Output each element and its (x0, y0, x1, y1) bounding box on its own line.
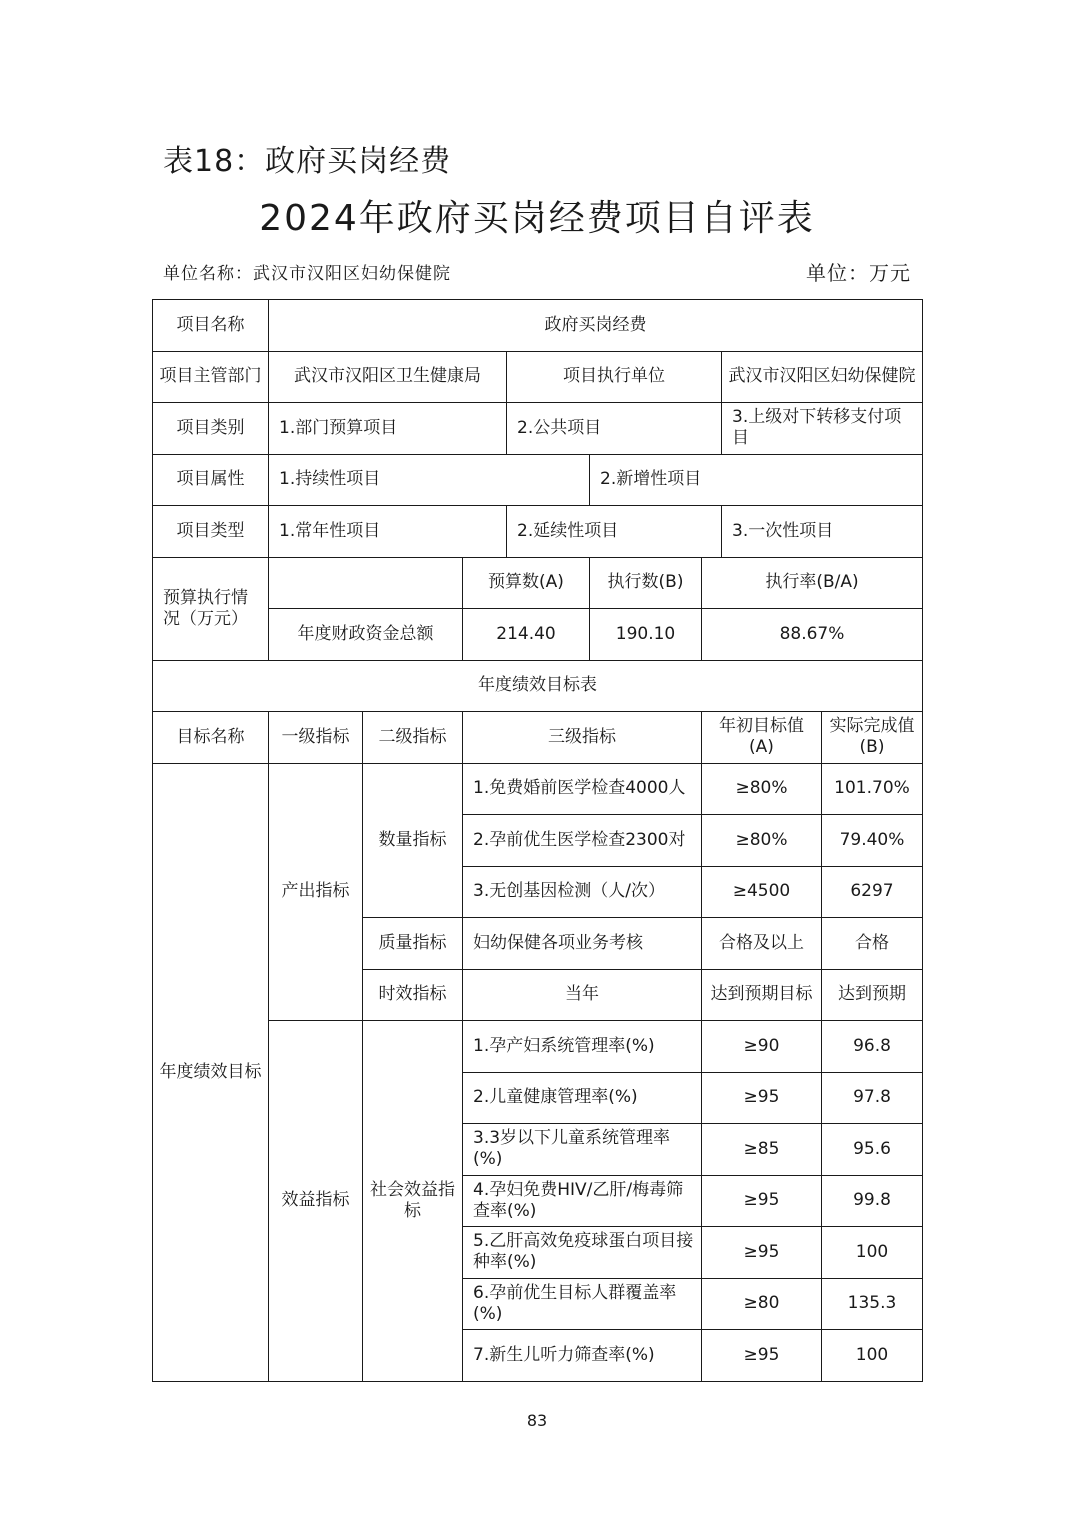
actual-value: 135.3 (822, 1278, 923, 1330)
actual-value: 95.6 (822, 1124, 923, 1176)
social-benefit-indicator: 社会效益指标 (363, 1021, 463, 1382)
dept-value: 武汉市汉阳区卫生健康局 (269, 351, 507, 403)
attribute-label: 项目属性 (153, 454, 269, 506)
indicator-name: 6.孕前优生目标人群覆盖率(%) (463, 1278, 702, 1330)
budget-col-a: 预算数(A) (463, 557, 590, 609)
category-label: 项目类别 (153, 403, 269, 455)
target-value: ≥95 (702, 1330, 822, 1382)
actual-value: 达到预期 (822, 969, 923, 1021)
header-target: 年初目标值(A) (702, 712, 822, 764)
indicator-name: 3.3岁以下儿童系统管理率(%) (463, 1124, 702, 1176)
project-name-label: 项目名称 (153, 300, 269, 352)
quantity-indicator: 数量指标 (363, 763, 463, 918)
benefit-indicator: 效益指标 (269, 1021, 363, 1382)
unit-name: 单位名称：武汉市汉阳区妇幼保健院 (163, 264, 451, 284)
header-level2: 二级指标 (363, 712, 463, 764)
quality-indicator: 质量指标 (363, 918, 463, 970)
actual-value: 96.8 (822, 1021, 923, 1073)
dept-label: 项目主管部门 (153, 351, 269, 403)
indicator-name: 5.乙肝高效免疫球蛋白项目接种率(%) (463, 1227, 702, 1279)
project-name: 政府买岗经费 (269, 300, 923, 352)
header-actual: 实际完成值(B) (822, 712, 923, 764)
target-value: 达到预期目标 (702, 969, 822, 1021)
target-value: ≥90 (702, 1021, 822, 1073)
indicator-name: 1.免费婚前医学检查4000人 (463, 763, 702, 815)
target-value: ≥95 (702, 1072, 822, 1124)
section-title: 表18：政府买岗经费 (163, 144, 452, 179)
budget-b: 190.10 (590, 609, 702, 661)
type-1: 1.常年性项目 (269, 506, 507, 558)
annual-goal: 年度绩效目标 (153, 763, 269, 1381)
actual-value: 101.70% (822, 763, 923, 815)
exec-label: 项目执行单位 (507, 351, 722, 403)
type-3: 3.一次性项目 (722, 506, 923, 558)
indicator-name: 1.孕产妇系统管理率(%) (463, 1021, 702, 1073)
timeliness-indicator: 时效指标 (363, 969, 463, 1021)
target-value: ≥95 (702, 1227, 822, 1279)
budget-label: 预算执行情况（万元） (153, 557, 269, 660)
budget-blank (269, 557, 463, 609)
type-2: 2.延续性项目 (507, 506, 722, 558)
budget-a: 214.40 (463, 609, 590, 661)
target-value: ≥80% (702, 815, 822, 867)
attribute-2: 2.新增性项目 (590, 454, 923, 506)
actual-value: 6297 (822, 866, 923, 918)
indicator-name: 4.孕妇免费HIV/乙肝/梅毒筛查率(%) (463, 1175, 702, 1227)
budget-col-b: 执行数(B) (590, 557, 702, 609)
indicator-name: 妇幼保健各项业务考核 (463, 918, 702, 970)
actual-value: 100 (822, 1330, 923, 1382)
actual-value: 99.8 (822, 1175, 923, 1227)
type-label: 项目类型 (153, 506, 269, 558)
category-3: 3.上级对下转移支付项目 (722, 403, 923, 455)
indicator-name: 7.新生儿听力筛查率(%) (463, 1330, 702, 1382)
header-level3: 三级指标 (463, 712, 702, 764)
indicator-name: 当年 (463, 969, 702, 1021)
target-value: ≥95 (702, 1175, 822, 1227)
unit-label: 单位：万元 (806, 261, 911, 285)
page-number: 83 (526, 1411, 548, 1430)
evaluation-table (152, 299, 923, 1382)
target-value: ≥85 (702, 1124, 822, 1176)
output-indicator: 产出指标 (269, 763, 363, 1021)
page-title: 2024年政府买岗经费项目自评表 (259, 198, 815, 239)
indicator-name: 2.孕前优生医学检查2300对 (463, 815, 702, 867)
category-1: 1.部门预算项目 (269, 403, 507, 455)
header-goal-name: 目标名称 (153, 712, 269, 764)
target-value: ≥80% (702, 763, 822, 815)
actual-value: 79.40% (822, 815, 923, 867)
indicator-name: 2.儿童健康管理率(%) (463, 1072, 702, 1124)
perf-table-title: 年度绩效目标表 (153, 660, 923, 712)
category-2: 2.公共项目 (507, 403, 722, 455)
header-level1: 一级指标 (269, 712, 363, 764)
actual-value: 97.8 (822, 1072, 923, 1124)
target-value: ≥80 (702, 1278, 822, 1330)
attribute-1: 1.持续性项目 (269, 454, 590, 506)
target-value: ≥4500 (702, 866, 822, 918)
actual-value: 100 (822, 1227, 923, 1279)
actual-value: 合格 (822, 918, 923, 970)
exec-value: 武汉市汉阳区妇幼保健院 (722, 351, 923, 403)
budget-rate: 88.67% (702, 609, 923, 661)
indicator-name: 3.无创基因检测（人/次） (463, 866, 702, 918)
budget-col-rate: 执行率(B/A) (702, 557, 923, 609)
target-value: 合格及以上 (702, 918, 822, 970)
budget-row-label: 年度财政资金总额 (269, 609, 463, 661)
